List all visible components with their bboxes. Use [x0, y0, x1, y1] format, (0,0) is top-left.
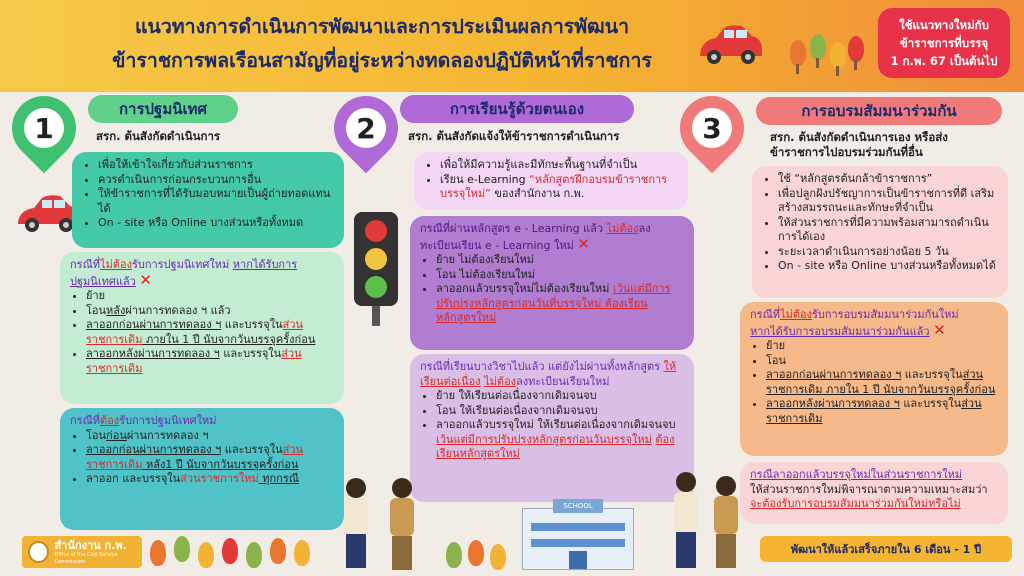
case-text: รับการปฐมนิเทศใหม่ — [119, 414, 217, 427]
case-text: กรณีที่เรียนบางวิชาไปแล้ว แต่ยังไม่ผ่านทั้งหลักสูตร — [420, 360, 664, 373]
officers-illustration-icon — [330, 474, 440, 574]
step-1-number: 1 — [24, 108, 64, 148]
section-1-subtitle: สรก. ต้นสังกัดดำเนินการ — [96, 129, 221, 143]
section-3-info-box — [752, 166, 1008, 298]
list-item: • โอน ไม่ต้องเรียนใหม่ — [436, 268, 684, 283]
section-2-case-completed — [410, 216, 694, 350]
case-text: กรณีที่ — [750, 308, 781, 321]
list-item: • ลาออกหลังผ่านการทดลอง ฯ และบรรจุในส่วนราชการเดิม — [86, 347, 334, 376]
trees-decoration-middle — [446, 540, 516, 572]
case-text: ไม่ต้อง — [780, 308, 812, 321]
case-text: ลงทะเบียนเรียนใหม่ — [516, 374, 610, 388]
case-text: รับการปฐมนิเทศใหม่ — [131, 258, 233, 271]
list-item: • ลาออกแล้วบรรจุใหม่ ให้เรียนต่อเนื่องจากเดิมจนจบ เว้นแต่มีการปรับปรุงหลักสูตรก่อนวันบรรจุใหม่ ต้องเรียนหลักสูตรใหม่ — [436, 418, 684, 462]
school-sign: SCHOOL — [553, 499, 603, 513]
title-line-2: ข้าราชการพลเรือนสามัญที่อยู่ระหว่างทดลองปฏิบัติหน้าที่ราชการ — [112, 49, 652, 72]
case-text: กรณีที่ — [70, 414, 101, 427]
section-1-info-box — [72, 152, 344, 248]
case-text: ต้อง — [100, 414, 120, 427]
list-item: • ระยะเวลาดำเนินการอย่างน้อย 5 วัน — [778, 245, 998, 260]
step-3-number: 3 — [692, 108, 732, 148]
list-item: • ลาออก และบรรจุในส่วนราชการใหม่ ทุกกรณี — [86, 472, 334, 487]
case-text: หากได้รับการปฐมนิเทศแล้ว — [70, 258, 298, 288]
case-text: กรณีที่ — [70, 258, 101, 271]
list-item: • เพื่อให้มีความรู้และมีทักษะพื้นฐานที่จำเป็น — [440, 158, 678, 173]
section-1-title: การปฐมนิเทศ — [88, 95, 238, 123]
school-building-icon — [522, 502, 634, 570]
page-title — [62, 10, 702, 78]
badge-line-3: 1 ก.พ. 67 เป็นต้นไป — [890, 54, 998, 68]
section-2-info-box — [414, 152, 688, 210]
list-item: • โอนหลังผ่านการทดลอง ฯ แล้ว — [86, 304, 334, 319]
list-item: • ให้ข้าราชการที่ได้รับมอบหมายเป็นผู้ถ่ายทอดแทนได้ — [98, 187, 334, 216]
ocsc-logo — [22, 536, 142, 568]
case-text: ไม่ต้อง — [606, 222, 639, 235]
subtitle-line-1: สรก. ต้นสังกัดดำเนินการเอง หรือส่ง — [770, 130, 948, 144]
section-3-case-not-required — [740, 302, 1008, 456]
list-item: • เพื่อปลูกฝังปรัชญาการเป็นข้าราชการที่ดี เสริมสร้างสมรรถนะและทักษะที่จำเป็น — [778, 187, 998, 216]
list-item: • ย้าย ให้เรียนต่อเนื่องจากเดิมจนจบ — [436, 389, 684, 404]
list-item: • โอน — [766, 354, 998, 369]
list-item: • ลาออกแล้วบรรจุใหม่ไม่ต้องเรียนใหม่ เว้นแต่มีการปรับปรุงหลักสูตรก่อนวันที่บรรจุใหม่ ต้องเรียนหลักสูตรใหม่ — [436, 282, 684, 326]
case-text: รับการอบรมสัมมนาร่วมกันใหม่ — [811, 308, 959, 321]
trees-decoration-top — [788, 34, 868, 84]
section-1-case-not-required — [60, 252, 344, 404]
cross-icon: ✕ — [139, 270, 152, 289]
list-item: • On - site หรือ Online บางส่วนหรือทั้งหมดได้ — [778, 259, 998, 274]
effective-date-badge — [878, 8, 1010, 78]
list-item: • ย้าย — [766, 339, 998, 354]
list-item: • ลาออกหลังผ่านการทดลอง ฯ และบรรจุในส่วนราชการเดิม — [766, 397, 998, 426]
logo-subtext: Office of the Civil Service Commission — [54, 551, 118, 565]
car-icon — [694, 24, 766, 68]
list-item: • ให้ส่วนราชการที่มีความพร้อมสามารถดำเนินการได้เอง — [778, 216, 998, 245]
list-item: • โอนก่อนผ่านการทดลอง ฯ — [86, 429, 334, 444]
list-item: • On - site หรือ Online บางส่วนหรือทั้งหมด — [98, 216, 334, 231]
case-text: กรณีที่ผ่านหลักสูตร e - Learning แล้ว — [420, 222, 604, 235]
list-item: • ใช้ “หลักสูตรต้นกล้าข้าราชการ” — [778, 172, 998, 187]
section-1-case-required — [60, 408, 344, 530]
footer-note: พัฒนาให้แล้วเสร็จภายใน 6 เดือน - 1 ปี — [760, 536, 1012, 562]
traffic-light-pole — [372, 306, 380, 326]
list-item: • เรียน e-Learning “หลักสูตรฝึกอบรมข้าราชการบรรจุใหม่” ของสำนักงาน ก.พ. — [440, 173, 678, 202]
case-text: ให้เรียนต่อเนื่อง — [420, 360, 677, 388]
logo-text: สำนักงาน ก.พ. — [54, 538, 127, 552]
badge-line-1: ใช้แนวทางใหม่กับ — [899, 18, 989, 32]
list-item: • ควรดำเนินการก่อนกระบวนการอื่น — [98, 173, 334, 188]
case-text: ลงทะเบียนเรียน e - Learning ใหม่ — [420, 222, 651, 252]
list-item: • ลาออกก่อนผ่านการทดลอง ฯ และบรรจุในส่วนราชการเดิม ภายใน 1 ปี นับจากวันบรรจุครั้งก่อน — [86, 318, 334, 347]
section-3-subtitle — [770, 130, 948, 160]
traffic-light-icon — [354, 212, 398, 306]
case-text: หากได้รับการอบรมสัมมนาร่วมกันแล้ว — [750, 324, 930, 338]
trees-decoration-bottom — [150, 536, 320, 572]
cross-icon: ✕ — [933, 320, 946, 339]
list-item: • ย้าย — [86, 289, 334, 304]
list-item: • โอน ให้เรียนต่อเนื่องจากเดิมจนจบ — [436, 404, 684, 419]
case-text: ไม่ต้อง — [484, 374, 517, 388]
list-item: • ย้าย ไม่ต้องเรียนใหม่ — [436, 253, 684, 268]
section-2-title: การเรียนรู้ด้วยตนเอง — [400, 95, 634, 123]
case-text: ให้ส่วนราชการใหม่พิจารณาตามความเหมาะสมว่า — [750, 482, 988, 496]
list-item: • ลาออกก่อนผ่านการทดลอง ฯ และบรรจุในส่วนราชการเดิม ภายใน 1 ปี นับจากวันบรรจุครั้งก่อน — [766, 368, 998, 397]
section-2-case-partial — [410, 354, 694, 502]
badge-line-2: ข้าราชการที่บรรจุ — [899, 36, 989, 50]
subtitle-line-2: ข้าราชการไปอบรมร่วมกันที่อื่น — [770, 145, 923, 159]
section-3-case-new-agency — [740, 462, 1008, 524]
list-item: • ลาออกก่อนผ่านการทดลอง ฯ และบรรจุในส่วนราชการเดิม หลัง1 ปี นับจากวันบรรจุครั้งก่อน — [86, 443, 334, 472]
case-text: จะต้องรับการอบรมสัมมนาร่วมกันใหม่หรือไม่ — [750, 497, 961, 510]
section-2-subtitle: สรก. ต้นสังกัดแจ้งให้ข้าราชการดำเนินการ — [408, 129, 620, 143]
cross-icon: ✕ — [577, 234, 590, 253]
step-2-number: 2 — [346, 108, 386, 148]
case-text: ไม่ต้อง — [100, 258, 132, 271]
title-line-1: แนวทางการดำเนินการพัฒนาและการประเมินผลการพัฒนา — [134, 15, 630, 38]
ocsc-seal-icon — [28, 541, 49, 563]
list-item: • เพื่อให้เข้าใจเกี่ยวกับส่วนราชการ — [98, 158, 334, 173]
case-text: กรณีลาออกแล้วบรรจุใหม่ในส่วนราชการใหม่ — [750, 468, 963, 481]
section-3-title: การอบรมสัมมนาร่วมกัน — [756, 97, 1002, 125]
